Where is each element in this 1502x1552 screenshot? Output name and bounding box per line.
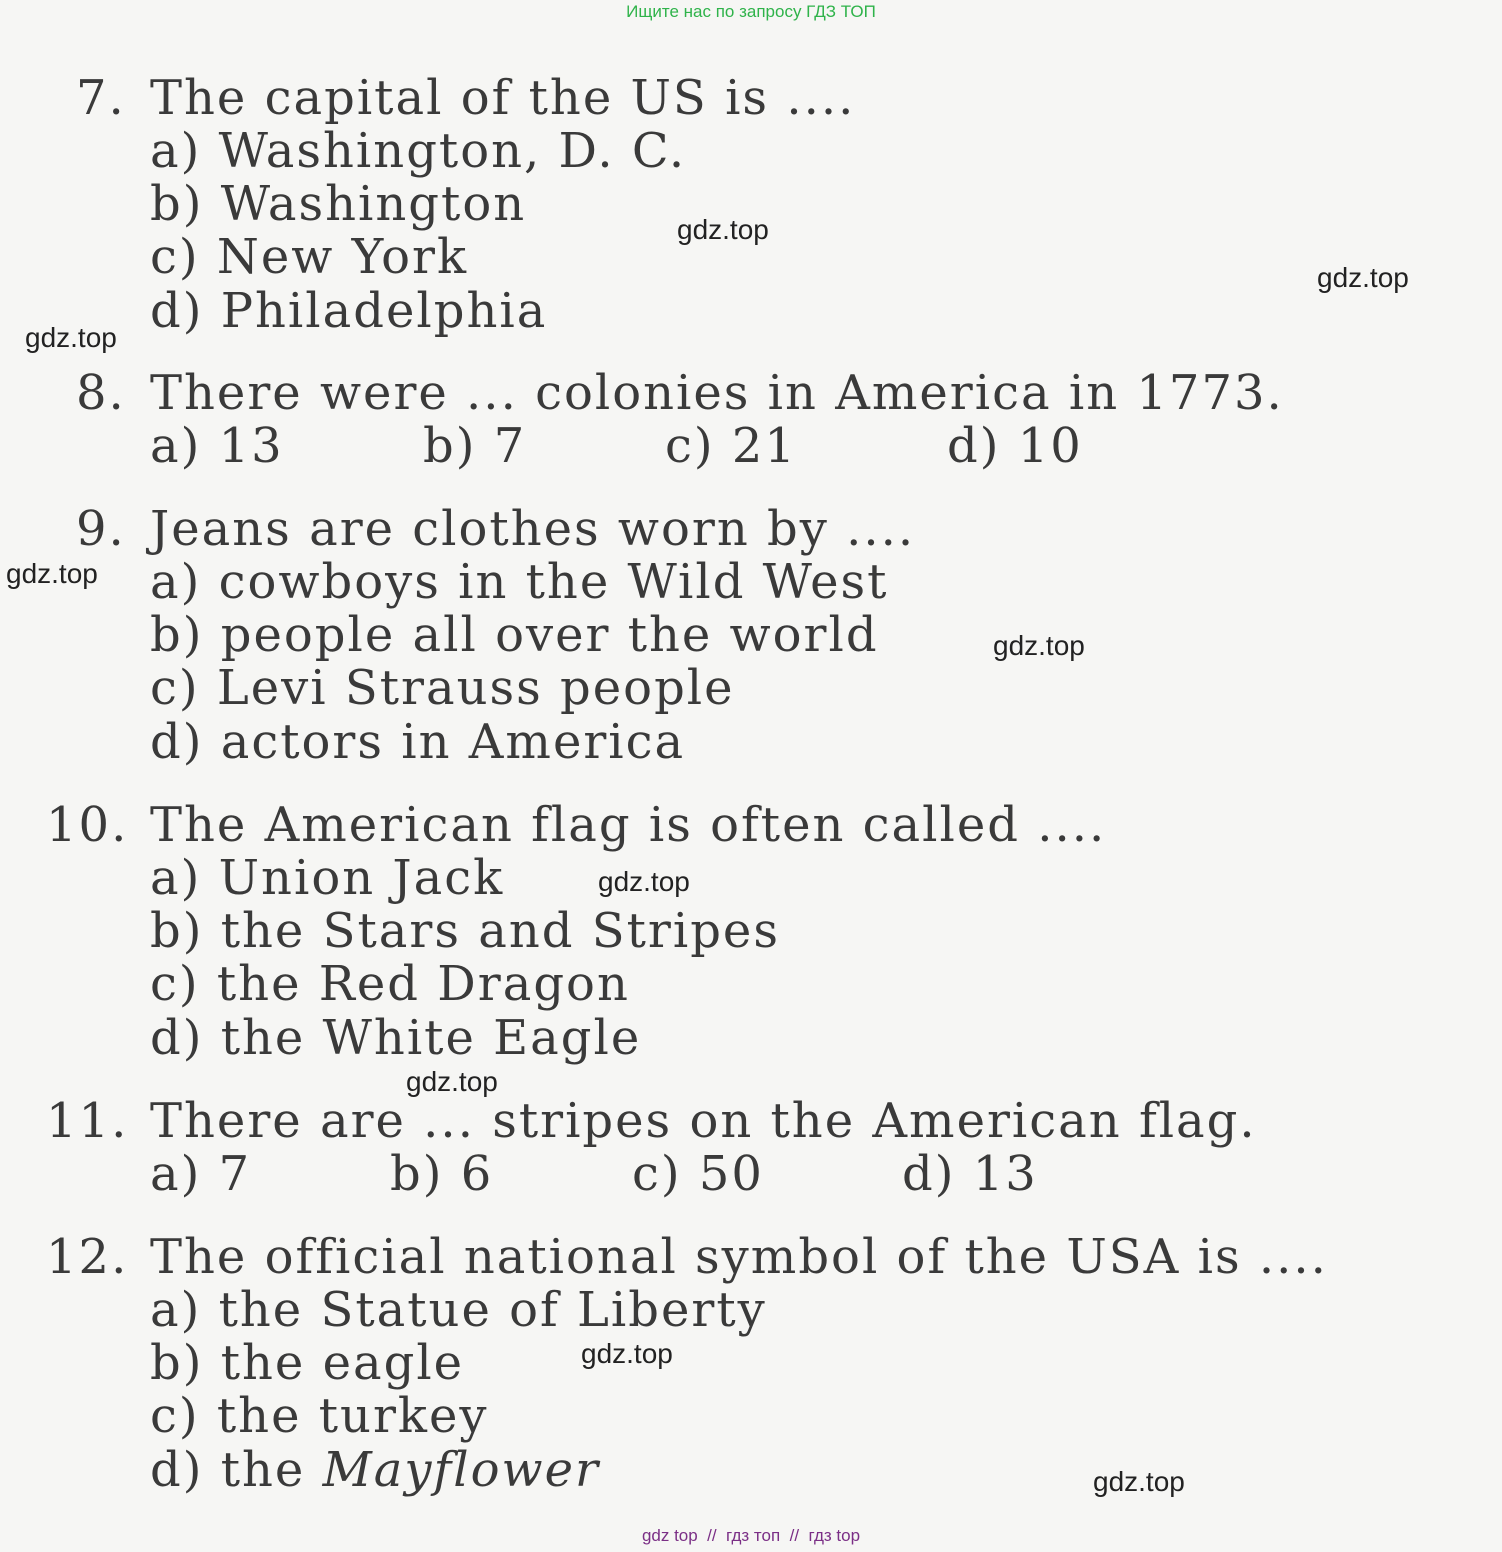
question-stem: The official national symbol of the USA is .... [150, 1229, 1328, 1285]
option-b: b) 6 [390, 1146, 494, 1202]
option-a: a) Washington, D. C. [150, 123, 687, 179]
question-stem: The American flag is often called .... [150, 797, 1107, 853]
top-banner[interactable]: Ищите нас по запросу ГДЗ ТОП [626, 2, 876, 21]
option-c: c) New York [150, 229, 469, 285]
option-a: a) Union Jack [150, 850, 505, 906]
watermark: gdz.top [993, 630, 1085, 661]
question-number: 8. [76, 365, 126, 421]
question-stem: Jeans are clothes worn by .... [150, 501, 916, 557]
question-stem: The capital of the US is .... [150, 70, 856, 126]
question-number: 10. [46, 797, 129, 853]
option-d: d) Philadelphia [150, 283, 548, 339]
option-c: c) Levi Strauss people [150, 660, 735, 716]
watermark: gdz.top [6, 558, 98, 589]
question-stem: There were ... colonies in America in 1773. [150, 365, 1284, 421]
question-number: 11. [46, 1093, 129, 1149]
option-d: d) 13 [902, 1146, 1038, 1202]
option-d-prefix: d) the [150, 1442, 306, 1498]
watermark: gdz.top [25, 322, 117, 353]
option-d [150, 1444, 600, 1497]
option-a: a) cowboys in the Wild West [150, 554, 889, 610]
question-number: 7. [76, 70, 126, 126]
watermark: gdz.top [1317, 262, 1409, 293]
option-c: c) the turkey [150, 1388, 489, 1444]
option-a: a) the Statue of Liberty [150, 1282, 767, 1338]
question-number: 12. [46, 1229, 129, 1285]
option-b: b) people all over the world [150, 607, 879, 663]
option-b: b) 7 [423, 418, 527, 474]
watermark: gdz.top [406, 1066, 498, 1097]
watermark: gdz.top [581, 1338, 673, 1369]
option-d: d) actors in America [150, 714, 686, 770]
option-b: b) Washington [150, 176, 527, 232]
watermark: gdz.top [1093, 1466, 1185, 1497]
option-a: a) 13 [150, 418, 284, 474]
footer-links[interactable]: gdz top // гдз топ // гдз top [641, 1526, 861, 1545]
option-c: c) 21 [665, 418, 797, 474]
watermark: gdz.top [598, 866, 690, 897]
watermark: gdz.top [677, 214, 769, 245]
option-d-italic: Mayflower [322, 1442, 600, 1498]
option-c: c) 50 [632, 1146, 764, 1202]
option-a: a) 7 [150, 1146, 252, 1202]
option-c: c) the Red Dragon [150, 956, 630, 1012]
option-b: b) the eagle [150, 1335, 465, 1391]
option-d: d) the White Eagle [150, 1010, 642, 1066]
question-stem: There are ... stripes on the American flag. [150, 1093, 1257, 1149]
option-d: d) 10 [947, 418, 1083, 474]
question-number: 9. [76, 501, 126, 557]
option-b: b) the Stars and Stripes [150, 903, 780, 959]
